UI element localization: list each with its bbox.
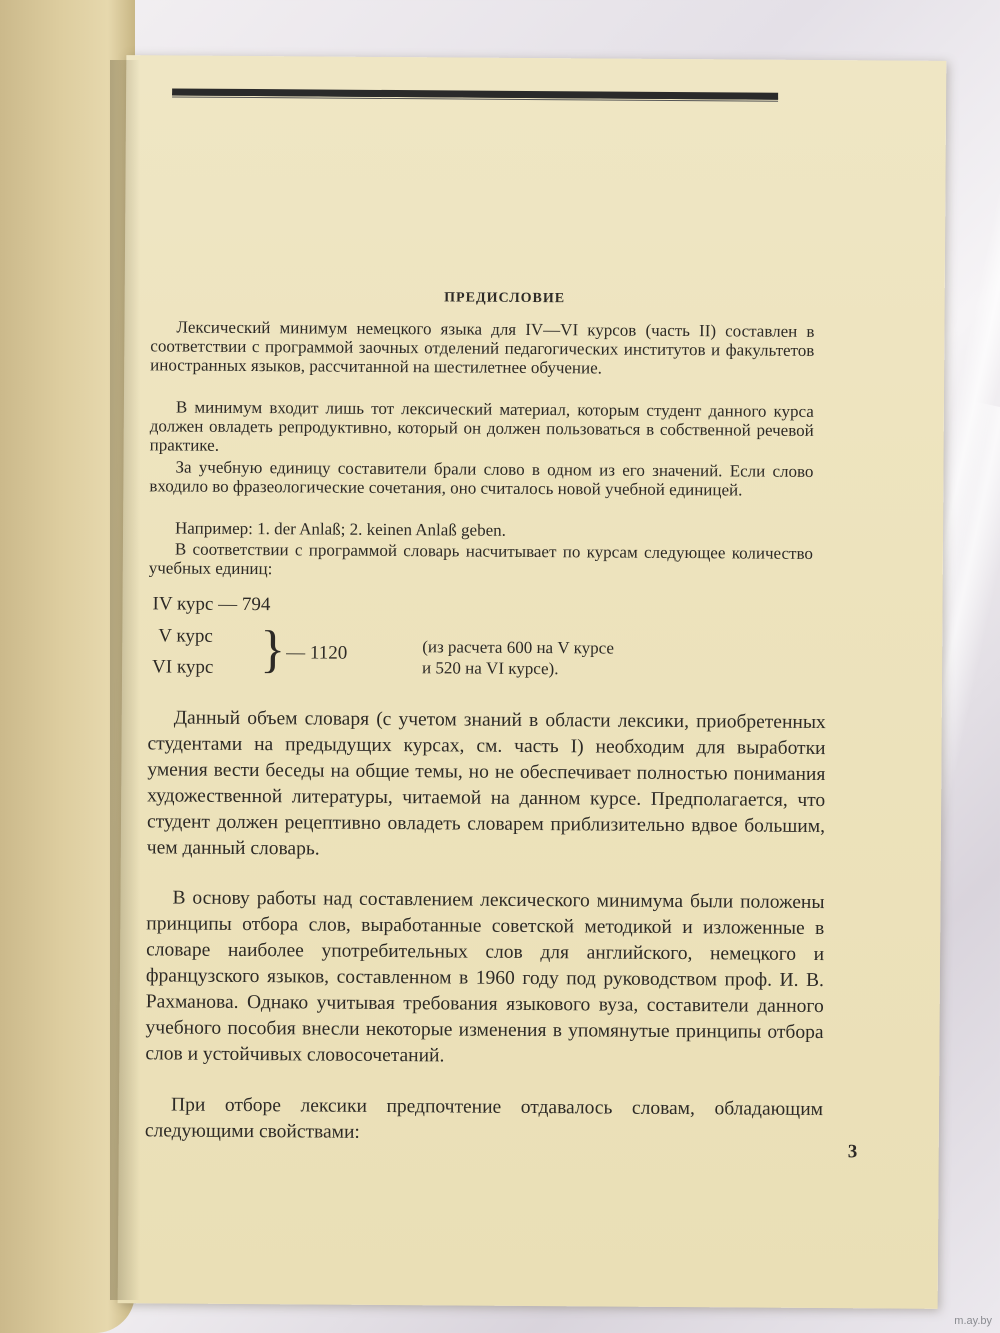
- page-title: ПРЕДИСЛОВИЕ: [444, 290, 566, 307]
- paragraph-minimum: В минимум входит лишь тот лексический материал, которым студент данного курса должен овладеть репродуктивно, который он должен пользоваться в собственной речевой практике.: [149, 397, 814, 455]
- spine-shadow: [110, 60, 140, 1300]
- count-note-line2: и 520 на VI курсе).: [422, 658, 559, 679]
- paragraph-example: Например: 1. der Anlaß; 2. keinen Anlaß geben.: [175, 518, 506, 540]
- count-total: — 1120: [286, 642, 348, 664]
- paragraph-unit: За учебную единицу составители брали слово в одном из его значений. Если слово входило во фразеологические сочетания, оно считалось новой учебной единицей.: [149, 457, 814, 500]
- course-counts: [152, 593, 753, 687]
- book-page: [118, 55, 947, 1309]
- count-note-line1: (из расчета 600 на V курсе: [422, 637, 614, 658]
- header-rule: [172, 88, 778, 99]
- brace-symbol: }: [260, 621, 286, 679]
- count-iv-course: IV курс — 794: [152, 593, 271, 616]
- count-vi-course: VI курс: [152, 656, 214, 678]
- watermark: m.ay.by: [954, 1315, 992, 1327]
- paragraph-program: В соответствии с программой словарь насчитывает по курсам следующее количество учебных единиц:: [148, 539, 813, 579]
- count-v-course: V курс: [158, 625, 213, 647]
- paragraph-principles: В основу работы над составлением лексического минимума были положены принципы отбора слов, выработанные советской методикой и изложенные в словаре наиболее употребительных слов для английского, немецкого и французского языков, составленном в 1960 году под руководством проф. И. В. Рахманова. Однако учитывая требования языкового вуза, составители данного учебного пособия внесли некоторые изменения в упомянутые принципы отбора слов и устойчивых словосочетаний.: [145, 887, 825, 1067]
- paragraph-volume: Данный объем словаря (с учетом знаний в области лексики, приобретенных студентами на предыдущих курсах, см. часть I) необходим для выработки умения вести беседы на общие темы, но не обеспечивает полностью понимания художественной литературы, читаемой на данном курсе. Предполагается, что студент должен рецептивно овладеть словарем приблизительно вдвое большим, чем данный словарь.: [146, 707, 826, 860]
- paragraph-selection: При отборе лексики предпочтение отдавалось словам, обладающим следующими свойствами:: [144, 1094, 824, 1143]
- paragraph-intro: Лексический минимум немецкого языка для IV—VI курсов (часть II) составлен в соответствии с программой заочных отделений педагогических институтов и факультетов иностранных языков, рассчитанной на шестилетнее обучение.: [150, 317, 815, 378]
- page-number: 3: [847, 1141, 858, 1163]
